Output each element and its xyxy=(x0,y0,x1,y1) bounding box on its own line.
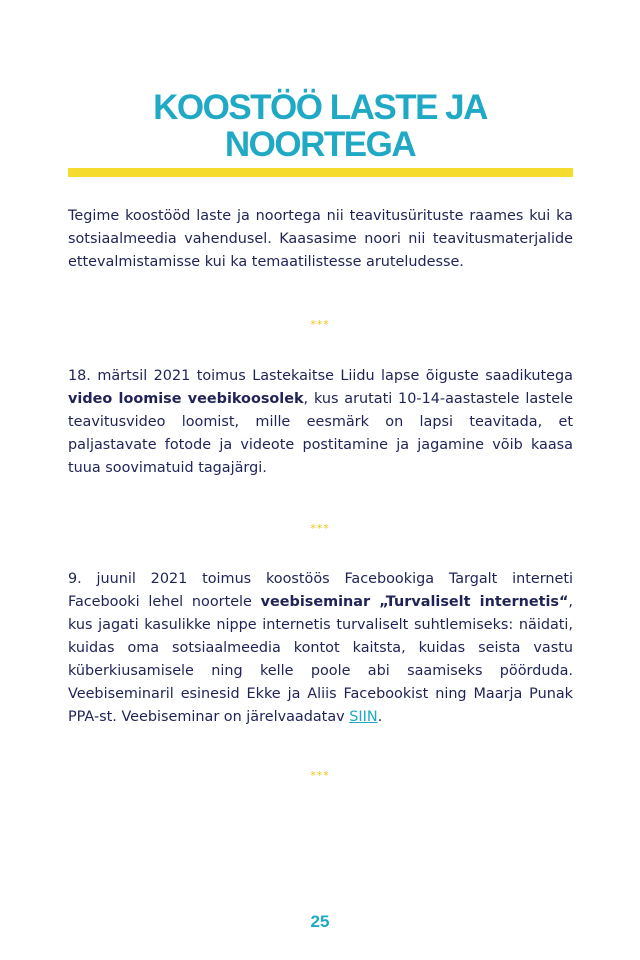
video-meeting-text-end: , kus arutati 10-14-aastastele lastele teavitusvideo loomist, mille eesmärk on lapsi teavitada, et paljastavate fotode ja videote postitamine ja jagamine võib kaasa tuua soovimatuid tagajärgi. xyxy=(68,391,573,476)
intro-paragraph: Tegime koostööd laste ja noortega nii teavitusürituste raames kui ka sotsiaalmeedia vahendusel. Kaasasime noori nii teavitusmaterjalide ettevalmistamisse kui ka temaatilistesse aruteludesse. xyxy=(68,208,573,270)
webinar-paragraph xyxy=(68,568,573,729)
video-meeting-highlight: video loomise veebikoosolek xyxy=(68,391,304,407)
page-number: 25 xyxy=(310,912,330,931)
page-title xyxy=(0,89,640,163)
title-underline-bar xyxy=(68,168,573,177)
page-title-line-1: KOOSTÖÖ LASTE JA xyxy=(153,88,487,128)
separator-stars-1: *** xyxy=(310,318,330,331)
webinar-text-middle: , kus jagati kasulikke nippe internetis turvaliselt suhtlemiseks: näidati, kuidas oma sotsiaalmeedia kontot kaitsta, kuidas seista vastu küberkiusamisele ning kelle poole abi saamiseks pöörduda. Veebiseminaril esinesid Ekke ja Aliis Facebookist ning Maarja Punak PPA-st. Veebiseminar on järelvaadatav xyxy=(68,594,573,725)
page-title-line-2: NOORTEGA xyxy=(224,125,416,165)
video-meeting-text-start: 18. märtsil 2021 toimus Lastekaitse Liidu lapse õiguste saadikutega xyxy=(68,368,573,384)
separator-stars-3: *** xyxy=(310,769,330,782)
webinar-text-start: 9. juunil 2021 toimus koostöös Facebookiga Targalt interneti Facebooki lehel noortele xyxy=(68,571,573,610)
webinar-text-end: . xyxy=(377,709,383,725)
webinar-highlight: veebiseminar „Turvaliselt internetis“ xyxy=(260,594,569,610)
webinar-recording-link[interactable]: SIIN xyxy=(349,709,378,725)
video-meeting-paragraph xyxy=(68,365,573,480)
separator-stars-2: *** xyxy=(310,522,330,535)
